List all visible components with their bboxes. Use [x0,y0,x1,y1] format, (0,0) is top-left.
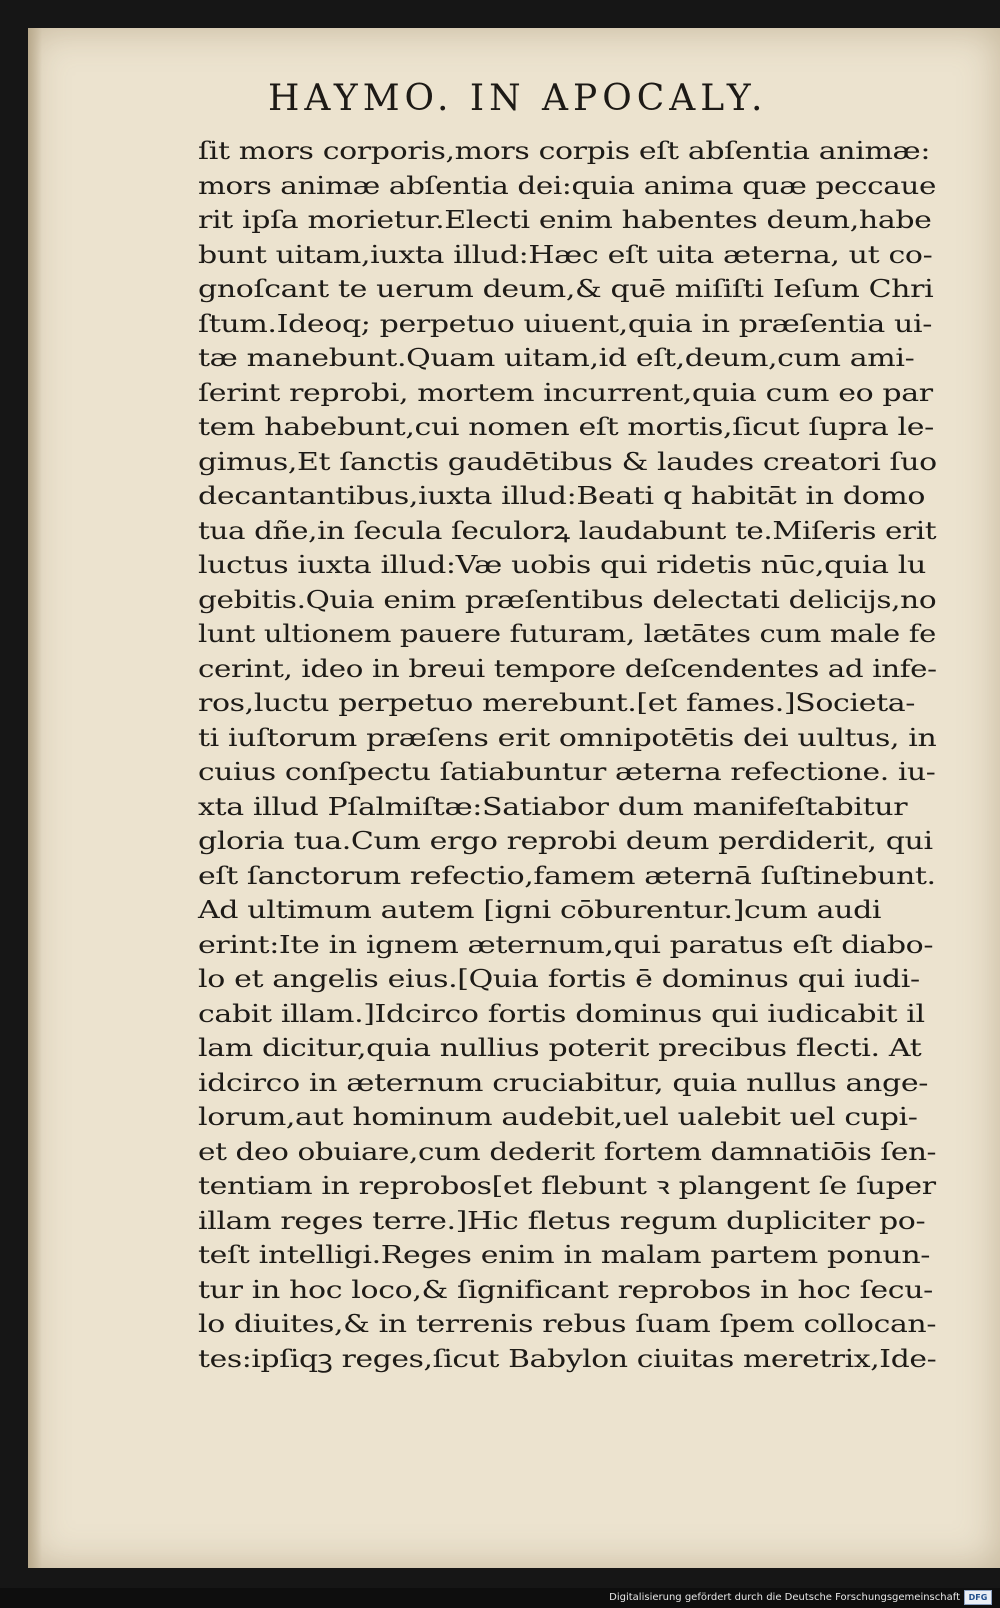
text-line: tem habebunt,cui nomen eſt mortis,ſicut ſupra le- [198,413,934,441]
text-line: tæ manebunt.Quam uitam,id eſt,deum,cum ami- [198,344,915,372]
text-block [198,132,938,1372]
text-line: tentiam in reprobos[et flebunt ꝛ plangent ſe ſuper [198,1172,936,1200]
text-line: tua dñe,in ſecula ſeculorꝝ laudabunt te.Miſeris erit [198,516,937,545]
text-line: rit ipſa morietur.Electi enim habentes deum,habe [198,206,932,234]
text-line: illam reges terre.]Hic fletus regum dupliciter po- [198,1206,926,1235]
text-line: luctus iuxta illud:Væ uobis qui ridetis nūc,quia lu [198,551,926,579]
text-line: lo et angelis eius.[Quia fortis ē dominus qui iudi- [198,965,920,993]
text-line: ros,luctu perpetuo merebunt.[et fames.]Societa- [198,689,916,717]
text-line: gimus,Et ſanctis gaudētibus & laudes creatori ſuo [198,447,937,476]
text-line: ſerint reprobi, mortem incurrent,quia cum eo par [198,378,933,407]
text-line: gebitis.Quia enim præſentibus delectati delicijs,no [198,585,937,614]
text-line: lo diuites,& in terrenis rebus ſuam ſpem collocan- [198,1310,937,1338]
text-line: cuius conſpectu ſatiabuntur æterna refectione. iu- [198,758,936,786]
dfg-logo-icon: DFG [964,1590,992,1605]
footer-credit: Digitalisierung gefördert durch die Deutsche Forschungsgemeinschaft [609,1592,960,1603]
text-line: lam dicitur,quia nullius poterit precibus flecti. At [198,1034,922,1062]
text-line: et deo obuiare,cum dederit fortem damnatiōis ſen- [198,1137,937,1166]
text-line: cerint, ideo in breui tempore deſcendentes ad infe- [198,654,937,683]
text-line: bunt uitam,iuxta illud:Hæc eſt uita æterna, ut co- [198,240,933,269]
text-line: lorum,aut hominum audebit,uel ualebit uel cupi- [198,1103,918,1131]
text-line: gnoſcant te uerum deum,& quē miſiſti Ieſum Chri [198,275,934,303]
text-line: tes:ipſiqꝫ reges,ſicut Babylon ciuitas meretrix,Ide- [198,1344,937,1373]
text-line: Ad ultimum autem [igni cōburentur.]cum audi [198,896,882,924]
text-line: ſit mors corporis,mors corpis eſt abſentia animæ: [198,137,931,165]
text-line: idcirco in æternum cruciabitur, quia nullus ange- [198,1068,928,1097]
running-head: HAYMO. IN APOCALY. [268,78,768,119]
text-line: xta illud Pſalmiſtæ:Satiabor dum manifeſtabitur [198,792,908,821]
text-line: eſt ſanctorum refectio,famem æternā ſuſtinebunt. [198,861,936,890]
text-line: mors animæ abſentia dei:quia anima quæ peccaue [198,171,937,200]
text-line: ti iuſtorum præſens erit omnipotētis dei uultus, in [198,723,937,752]
text-line: gloria tua.Cum ergo reprobi deum perdiderit, qui [198,827,933,855]
text-line: ſtum.Ideoq; perpetuo uiuent,quia in præſentia ui- [198,309,932,338]
text-line: teſt intelligi.Reges enim in malam partem ponun- [198,1241,931,1269]
text-line: tur in hoc loco,& ſignificant reprobos in hoc ſecu- [198,1275,933,1304]
text-line: decantantibus,iuxta illud:Beati q habitāt in domo [198,482,926,510]
text-line: cabit illam.]Idcirco fortis dominus qui iudicabit il [198,999,925,1028]
text-line: erint:Ite in ignem æternum,qui paratus eſt diabo- [198,930,934,959]
page-spine-shadow [28,28,42,1568]
text-line: lunt ultionem pauere futuram, lætātes cum male fe [198,620,937,648]
